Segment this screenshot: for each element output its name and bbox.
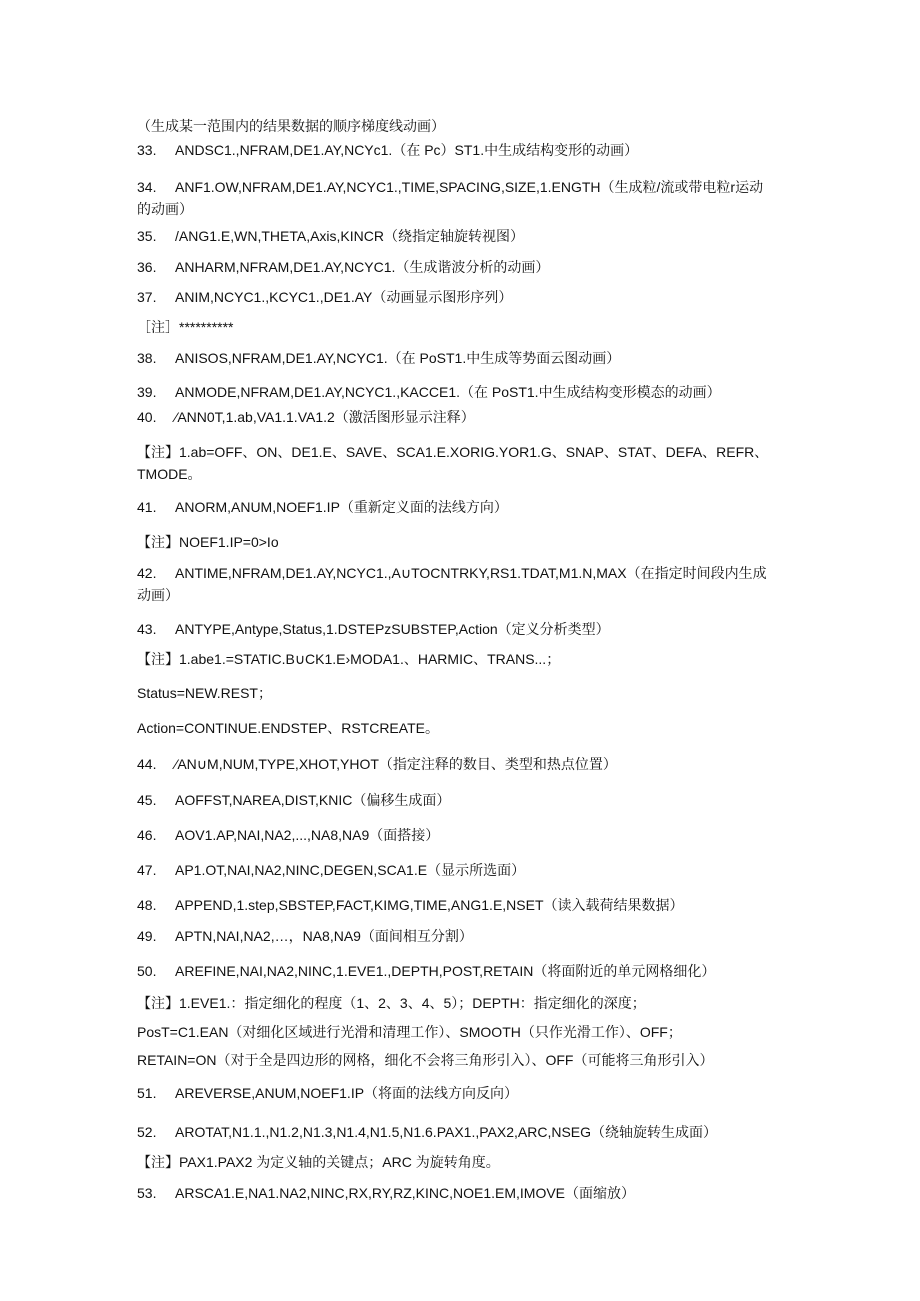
note-line bbox=[137, 1049, 787, 1071]
item-number: 47. bbox=[137, 862, 157, 878]
item-text: ANTIME,NFRAM,DE1.AY,NCYC1.,A∪TOCNTRKY,RS1.TDAT,M1.N,MAX（在指定时间段内生成动画） bbox=[137, 565, 767, 603]
list-item-53 bbox=[137, 1182, 787, 1204]
item-number: 48. bbox=[137, 897, 157, 913]
note-line bbox=[137, 1151, 787, 1173]
item-number: 44. bbox=[137, 756, 157, 772]
note-text: ［注］********** bbox=[137, 319, 234, 335]
item-number: 35. bbox=[137, 228, 157, 244]
note-text: 【注】1.ab=OFF、ON、DE1.E、SAVE、SCA1.E.XORIG.YOR1.G、SNAP、STAT、DEFA、REFR、TMODE。 bbox=[137, 444, 769, 482]
list-item-52 bbox=[137, 1121, 787, 1143]
item-number: 40. bbox=[137, 409, 157, 425]
note-text: 【注】1.abe1.=STATIC.B∪CK1.E›MODA1.、HARMIC、TRANS...； bbox=[137, 651, 561, 667]
list-item-50 bbox=[137, 960, 787, 982]
list-item-33 bbox=[137, 139, 787, 161]
item-number: 53. bbox=[137, 1185, 157, 1201]
list-item-47 bbox=[137, 859, 787, 881]
note-line bbox=[137, 682, 787, 704]
item-text: APPEND,1.step,SBSTEP,FACT,KIMG,TIME,ANG1.E,NSET（读入载荷结果数据） bbox=[175, 897, 684, 913]
note-line bbox=[137, 441, 777, 485]
note-text: Status=NEW.REST； bbox=[137, 685, 272, 701]
item-number: 45. bbox=[137, 792, 157, 808]
item-text: ANORM,ANUM,NOEF1.IP（重新定义面的法线方向） bbox=[175, 499, 508, 515]
item-text: /ANG1.E,WN,THETA,Axis,KINCR（绕指定轴旋转视图） bbox=[175, 228, 524, 244]
item-number: 51. bbox=[137, 1085, 157, 1101]
item-text: AP1.OT,NAI,NA2,NINC,DEGEN,SCA1.E（显示所选面） bbox=[175, 862, 526, 878]
item-number: 38. bbox=[137, 350, 157, 366]
item-number: 46. bbox=[137, 827, 157, 843]
list-item-46 bbox=[137, 824, 787, 846]
note-text: Action=CONTINUE.ENDSTEP、RSTCREATE。 bbox=[137, 720, 439, 736]
list-item-36 bbox=[137, 256, 787, 278]
item-number: 49. bbox=[137, 928, 157, 944]
item-number: 33. bbox=[137, 142, 157, 158]
item-text: ⁄AN∪M,NUM,TYPE,XHOT,YHOT（指定注释的数目、类型和热点位置） bbox=[175, 756, 617, 772]
list-item-39 bbox=[137, 381, 787, 403]
item-text: AROTAT,N1.1.,N1.2,N1.3,N1.4,N1.5,N1.6.PAX1.,PAX2,ARC,NSEG（绕轴旋转生成面） bbox=[175, 1124, 718, 1140]
list-item-51 bbox=[137, 1082, 787, 1104]
item-number: 41. bbox=[137, 499, 157, 515]
item-number: 37. bbox=[137, 289, 157, 305]
note-line bbox=[137, 1021, 787, 1043]
list-item-42 bbox=[137, 562, 777, 606]
item-text: AREFINE,NAI,NA2,NINC,1.EVE1.,DEPTH,POST,RETAIN（将面附近的单元网格细化） bbox=[175, 963, 716, 979]
note-text: PosT=C1.EAN（对细化区域进行光滑和清理工作）、SMOOTH（只作光滑工作）、OFF； bbox=[137, 1024, 682, 1040]
note-line bbox=[137, 992, 787, 1014]
item-number: 50. bbox=[137, 963, 157, 979]
line-text: （生成某一范围内的结果数据的顺序梯度线动画） bbox=[137, 118, 445, 134]
list-item-44 bbox=[137, 753, 787, 775]
note-text: 【注】PAX1.PAX2 为定义轴的关键点；ARC 为旋转角度。 bbox=[137, 1154, 500, 1170]
list-item-35 bbox=[137, 225, 787, 247]
item-number: 36. bbox=[137, 259, 157, 275]
item-number: 34. bbox=[137, 179, 157, 195]
item-text: ANDSC1.,NFRAM,DE1.AY,NCYc1.（在 Pc）ST1.中生成结构变形的动画） bbox=[175, 142, 639, 158]
item-text: ANHARM,NFRAM,DE1.AY,NCYC1.（生成谐波分析的动画） bbox=[175, 259, 550, 275]
note-line bbox=[137, 316, 787, 338]
list-item-43 bbox=[137, 618, 787, 640]
item-text: ANMODE,NFRAM,DE1.AY,NCYC1.,KACCE1.（在 PoST1.中生成结构变形模态的动画） bbox=[175, 384, 721, 400]
item-text: ⁄ANN0T,1.ab,VA1.1.VA1.2（激活图形显示注释） bbox=[175, 409, 475, 425]
list-item-49 bbox=[137, 925, 787, 947]
item-number: 39. bbox=[137, 384, 157, 400]
item-text: APTN,NAI,NA2,…，NA8,NA9（面间相互分割） bbox=[175, 928, 473, 944]
note-line bbox=[137, 648, 787, 670]
item-text: AOFFST,NAREA,DIST,KNIC（偏移生成面） bbox=[175, 792, 451, 808]
item-text: ANIM,NCYC1.,KCYC1.,DE1.AY（动画显示图形序列） bbox=[175, 289, 513, 305]
list-item-40 bbox=[137, 406, 787, 428]
item-number: 42. bbox=[137, 565, 157, 581]
note-text: 【注】NOEF1.IP=0>Io bbox=[137, 534, 279, 550]
list-item-41 bbox=[137, 496, 787, 518]
item-text: ANISOS,NFRAM,DE1.AY,NCYC1.（在 PoST1.中生成等势面云图动画） bbox=[175, 350, 621, 366]
note-text: 【注】1.EVE1.：指定细化的程度（1、2、3、4、5）；DEPTH：指定细化的深度； bbox=[137, 995, 646, 1011]
item-number: 43. bbox=[137, 621, 157, 637]
item-text: ANTYPE,Antype,Status,1.DSTEPzSUBSTEP,Action（定义分析类型） bbox=[175, 621, 610, 637]
list-item-48 bbox=[137, 894, 787, 916]
item-text: ARSCA1.E,NA1.NA2,NINC,RX,RY,RZ,KINC,NOE1.EM,IMOVE（面缩放） bbox=[175, 1185, 636, 1201]
text-line-intro bbox=[137, 115, 787, 137]
item-text: AREVERSE,ANUM,NOEF1.IP（将面的法线方向反向） bbox=[175, 1085, 519, 1101]
list-item-37 bbox=[137, 286, 787, 308]
note-line bbox=[137, 717, 787, 739]
list-item-45 bbox=[137, 789, 787, 811]
item-text: ANF1.OW,NFRAM,DE1.AY,NCYC1.,TIME,SPACING,SIZE,1.ENGTH（生成粒/流或带电粒r运动的动画） bbox=[137, 179, 764, 217]
list-item-38 bbox=[137, 347, 787, 369]
note-line bbox=[137, 531, 787, 553]
list-item-34 bbox=[137, 176, 777, 220]
note-text: RETAIN=ON（对于全是四边形的网格，细化不会将三角形引入）、OFF（可能将三角形引入） bbox=[137, 1052, 714, 1068]
item-number: 52. bbox=[137, 1124, 157, 1140]
item-text: AOV1.AP,NAI,NA2,...,NA8,NA9（面搭接） bbox=[175, 827, 440, 843]
